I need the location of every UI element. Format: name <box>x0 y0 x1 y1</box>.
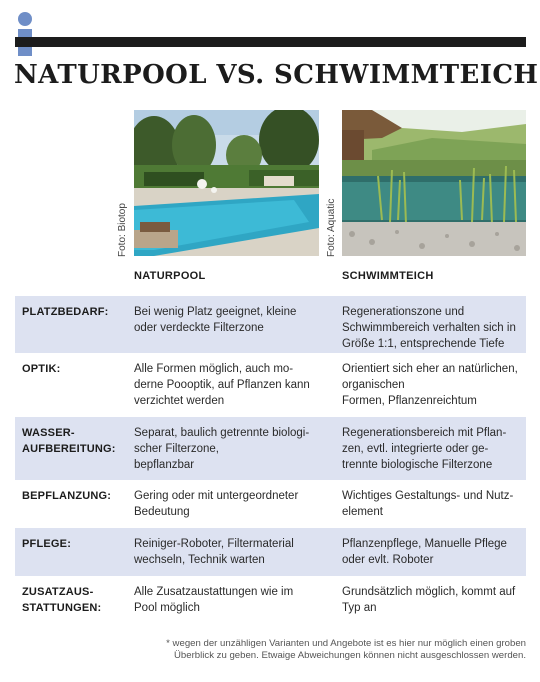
page-title: NATURPOOL VS. SCHWIMMTEICH <box>14 60 539 90</box>
table-row <box>15 353 526 417</box>
schwimmteich-photo <box>342 110 526 256</box>
footnote: * wegen der unzähligen Varianten und Angebote ist es hier nur möglich einen groben Überblick zu geben. Etwaige Abweichungen können nicht ausgeschlossen werden. <box>166 638 526 661</box>
table-row <box>15 528 526 576</box>
schwimmteich-cell: Grundsätzlich möglich, kommt auf Typ an <box>342 586 516 614</box>
schwimmteich-cell: Regenerationszone und Schwimmbereich verhalten sich in Größe 1:1, entsprechende Tiefe <box>342 306 516 350</box>
table-row <box>15 576 526 632</box>
naturpool-cell: Reiniger-Roboter, Filtermaterial wechseln, Technik warten <box>134 538 294 566</box>
table-row <box>15 480 526 528</box>
photo-credit-aquatic: Foto: Aquatic <box>326 198 337 257</box>
header-bar <box>15 37 526 47</box>
naturpool-photo <box>134 110 319 256</box>
schwimmteich-cell: Orientiert sich eher an natürlichen, organischen Formen, Pflanzenreichtum <box>342 363 518 407</box>
schwimmteich-cell: Wichtiges Gestaltungs- und Nutz- element <box>342 490 514 518</box>
info-icon-dot <box>18 12 32 26</box>
table-row <box>15 417 526 480</box>
row-label: PLATZBEDARF: <box>22 306 109 318</box>
photo-credit-biotop: Foto: Biotop <box>117 203 128 257</box>
naturpool-cell: Alle Formen möglich, auch mo- derne Poooptik, auf Pflanzen kann verzichtet werden <box>134 363 310 407</box>
naturpool-cell: Gering oder mit untergeordneter Bedeutung <box>134 490 299 518</box>
table-row <box>15 296 526 353</box>
row-label: ZUSATZAUS- STATTUNGEN: <box>22 586 102 614</box>
row-label: PFLEGE: <box>22 538 72 550</box>
info-icon <box>15 12 35 54</box>
schwimmteich-cell: Pflanzenpflege, Manuelle Pflege oder evlt. Roboter <box>342 538 507 566</box>
naturpool-cell: Separat, baulich getrennte biologi- scher Filterzone, bepflanzbar <box>134 427 310 471</box>
naturpool-cell: Alle Zusatzaustattungen wie im Pool möglich <box>134 586 294 614</box>
row-label: OPTIK: <box>22 363 61 375</box>
naturpool-cell: Bei wenig Platz geeignet, kleine oder verdeckte Filterzone <box>134 306 297 334</box>
column-header-naturpool: NATURPOOL <box>134 270 206 282</box>
comparison-table <box>15 296 526 632</box>
row-label: BEPFLANZUNG: <box>22 490 112 502</box>
schwimmteich-cell: Regenerationsbereich mit Pflan- zen, evtl. integrierte oder ge- trennte biologische Filterzone <box>342 427 507 471</box>
column-header-schwimmteich: SCHWIMMTEICH <box>342 270 434 282</box>
row-label: WASSER- AUFBEREITUNG: <box>22 427 116 455</box>
